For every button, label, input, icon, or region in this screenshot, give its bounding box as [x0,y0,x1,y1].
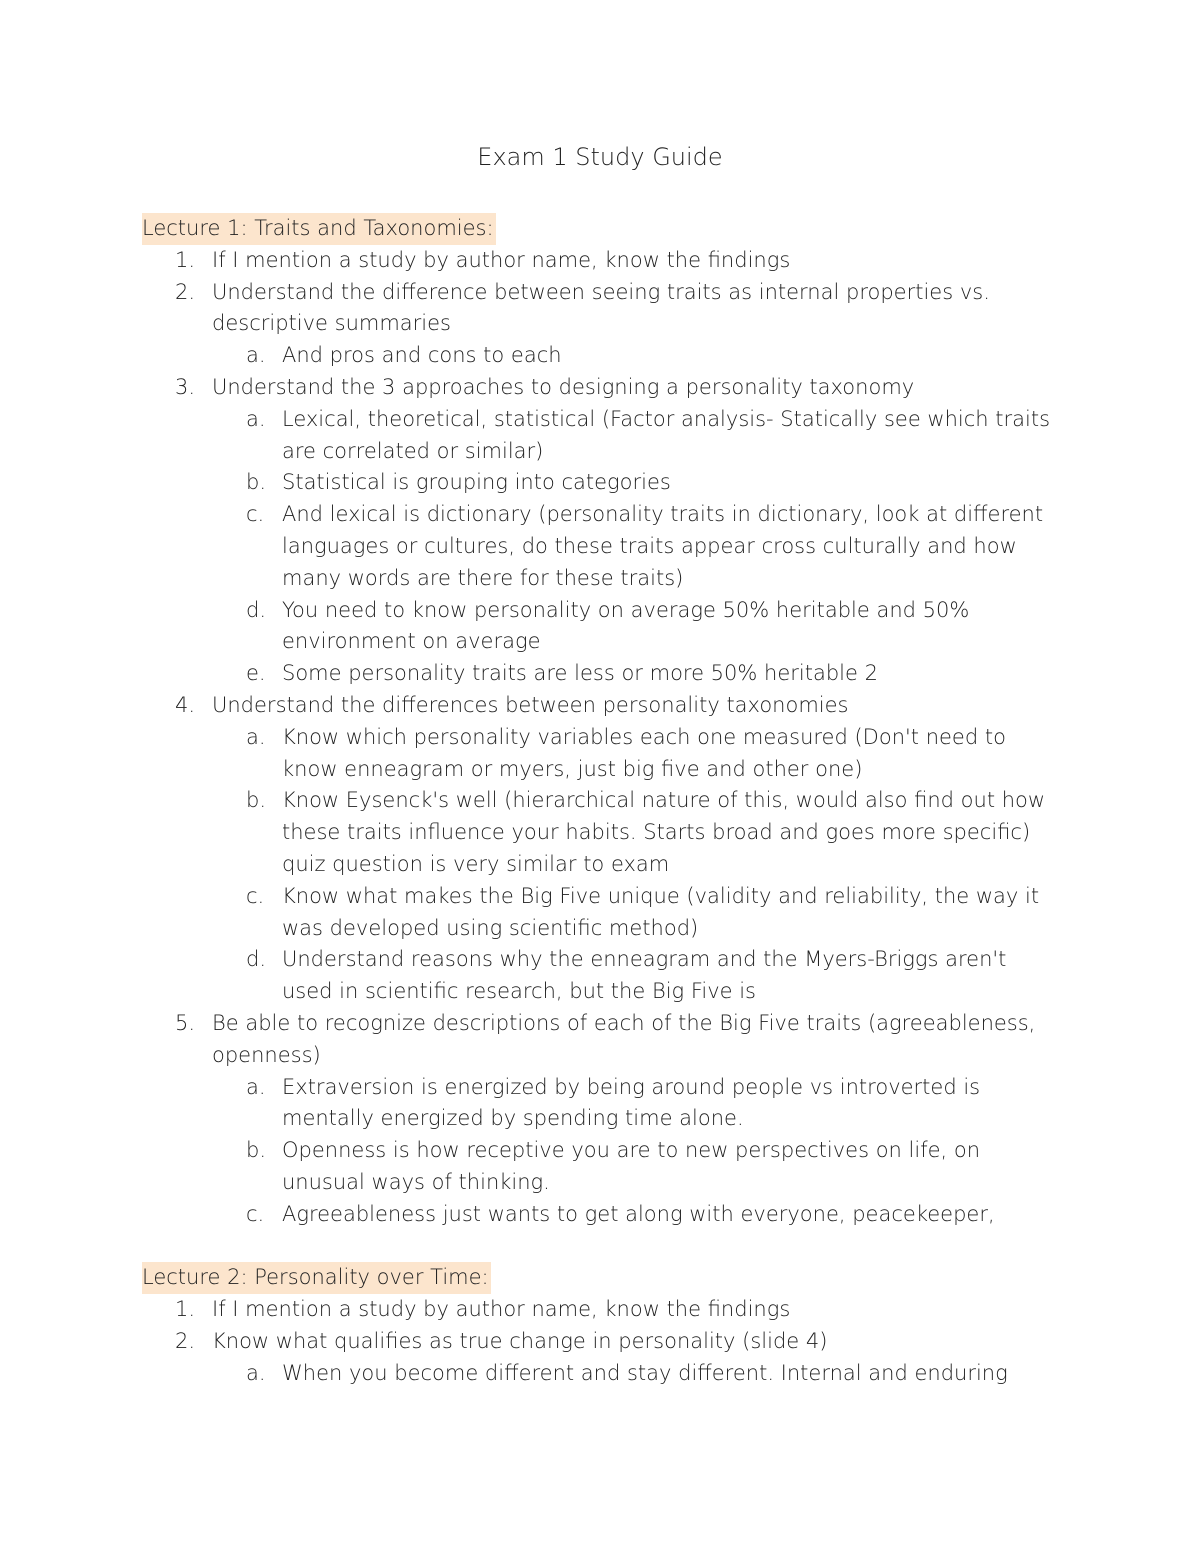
sub-list-item-text: Understand reasons why the enneagram and the Myers-Briggs aren't used in scientific research, but the Big Five is [282,947,1007,1004]
list-item-text: If I mention a study by author name, know the findings [212,1297,791,1322]
sub-list-item [142,1358,1062,1390]
list-item-text: If I mention a study by author name, know the findings [212,247,791,272]
list-item-text: Understand the difference between seeing traits as internal properties vs. descriptive summaries [212,279,990,336]
sub-list-item-text: Know which personality variables each one measured (Don't need to know enneagram or myers, just big five and other one) [282,724,1006,781]
list-item-text: Be able to recognize descriptions of each of the Big Five traits (agreeableness, openness) [212,1010,1036,1067]
list-marker: 3. [175,374,196,399]
list-item [142,277,1062,341]
list-marker: 2. [175,279,196,304]
sub-list-marker: d. [246,597,267,622]
sub-list-item-text: And lexical is dictionary (personality traits in dictionary, look at different languages or cultures, do these traits appear cross culturally and how many words are there for these traits) [282,502,1044,590]
list-marker: 2. [175,1328,196,1353]
sub-list-item [142,404,1062,468]
list-marker: 5. [175,1010,196,1035]
sub-list-item [142,722,1062,786]
sub-list-item [142,658,1062,690]
list-item [142,245,1062,277]
list-marker: 4. [175,692,196,717]
sub-list-marker: a. [246,1074,266,1099]
list-marker: 1. [175,1297,196,1322]
lecture-2-heading: Lecture 2: Personality over Time: [142,1262,491,1294]
sub-list-item [142,499,1062,594]
sub-list-item-text: Openness is how receptive you are to new perspectives on life, on unusual ways of thinking. [282,1138,981,1194]
sub-list-marker: c. [246,1201,265,1226]
sub-list-item [142,1199,1062,1231]
list-marker: 1. [175,247,196,272]
list-item [142,1294,1062,1326]
sub-list-marker: a. [246,1360,266,1385]
sub-list-marker: b. [246,788,267,813]
sub-list-item [142,944,1062,1008]
sub-list-item-text: Some personality traits are less or more 50% heritable 2 [282,661,878,686]
list-item-text: Understand the 3 approaches to designing a personality taxonomy [212,374,915,399]
sub-list-item [142,1135,1062,1199]
sub-list-marker: a. [246,724,266,749]
sub-list-marker: d. [246,947,267,972]
list-item [142,1326,1062,1358]
document-body [142,213,1062,1389]
lecture-2-heading-row [142,1262,1062,1294]
sub-list-item-text: Lexical, theoretical, statistical (Factor analysis- Statically see which traits are correlated or similar) [282,406,1051,463]
sub-list-marker: a. [246,406,266,431]
sub-list-marker: e. [246,661,266,686]
sub-list-marker: b. [246,470,267,495]
sub-list-item [142,595,1062,659]
sub-list-item-text: When you become different and stay different. Internal and enduring [282,1360,1008,1385]
sub-list-item [142,467,1062,499]
list-item-text: Understand the differences between personality taxonomies [212,692,849,717]
list-item [142,1008,1062,1072]
sub-list-item-text: Agreeableness just wants to get along with everyone, peacekeeper, [282,1201,995,1226]
sub-list-marker: c. [246,502,265,527]
section-spacer [142,1231,1062,1263]
document-title: Exam 1 Study Guide [477,143,723,171]
sub-list-item-text: You need to know personality on average 50% heritable and 50% environment on average [282,597,970,654]
sub-list-item-text: Extraversion is energized by being around people vs introverted is mentally energized by spending time alone. [282,1074,981,1131]
sub-list-item-text: And pros and cons to each [282,343,562,368]
list-item-text: Know what qualifies as true change in personality (slide 4) [212,1328,828,1353]
sub-list-marker: a. [246,343,266,368]
sub-list-marker: b. [246,1138,267,1163]
sub-list-item [142,340,1062,372]
sub-list-item [142,785,1062,880]
lecture-1-heading: Lecture 1: Traits and Taxonomies: [142,213,496,245]
sub-list-item [142,881,1062,945]
lecture-1-heading-row [142,213,1062,245]
sub-list-item-text: Know what makes the Big Five unique (validity and reliability, the way it was developed using scientific method) [282,883,1040,940]
list-item [142,690,1062,722]
sub-list-item-text: Statistical is grouping into categories [282,470,671,495]
sub-list-item-text: Know Eysenck's well (hierarchical nature of this, would also find out how these traits influence your habits. Starts broad and goes more specific) quiz question is very similar to exam [282,788,1046,876]
list-item [142,372,1062,404]
sub-list-marker: c. [246,883,265,908]
sub-list-item [142,1072,1062,1136]
